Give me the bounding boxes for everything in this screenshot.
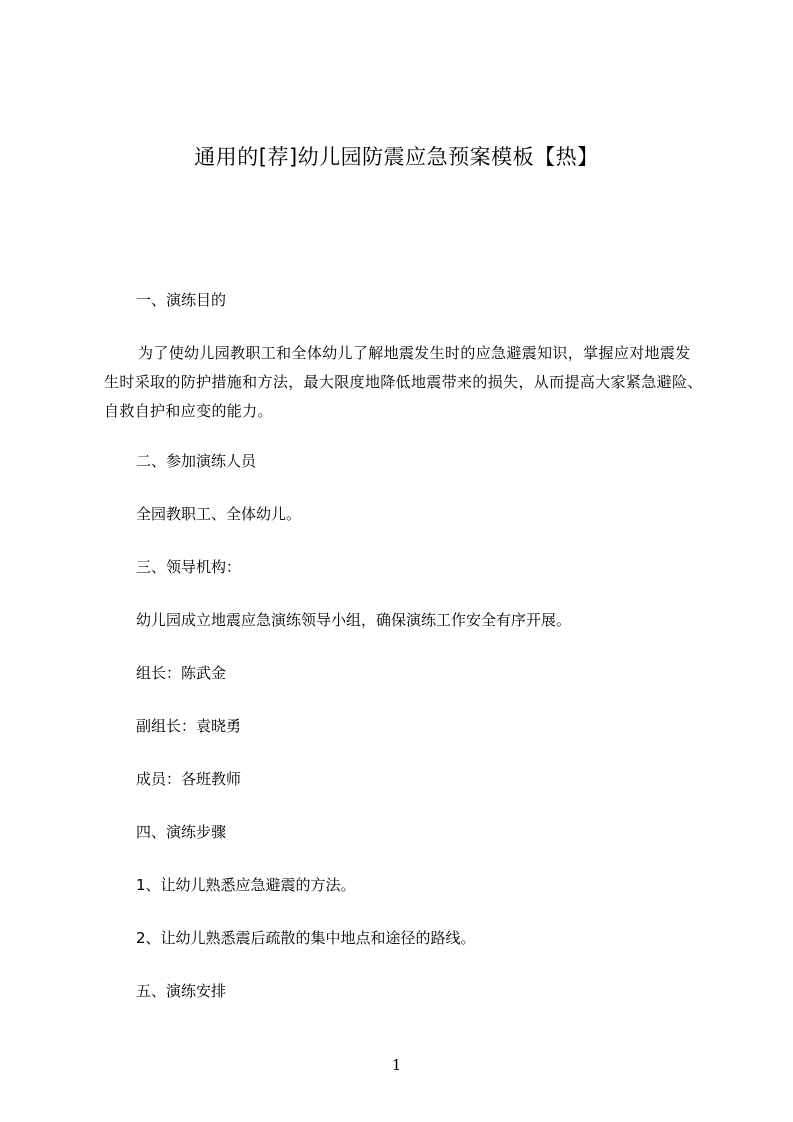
document-title: 通用的[荐]幼儿园防震应急预案模板【热】 bbox=[194, 145, 599, 169]
paragraph-participants: 全园教职工、全体幼儿。 bbox=[136, 505, 302, 523]
team-members: 成员：各班教师 bbox=[136, 770, 242, 788]
page-number: 1 bbox=[391, 1056, 402, 1074]
paragraph-purpose-text: 为了使幼儿园教职工和全体幼儿了解地震发生时的应急避震知识，掌握应对地震发生时采取的防护措施和方法，最大限度地降低地震带来的损失，从而提高大家紧急避险、自救自护和应变的能力。 bbox=[104, 344, 703, 420]
step-item-1: 1、让幼儿熟悉应急避震的方法。 bbox=[136, 876, 356, 894]
section-heading-leadership: 三、领导机构： bbox=[136, 558, 242, 576]
team-leader: 组长：陈武金 bbox=[136, 664, 227, 682]
team-deputy-leader: 副组长：袁晓勇 bbox=[136, 717, 242, 735]
step-item-2: 2、让幼儿熟悉震后疏散的集中地点和途径的路线。 bbox=[136, 929, 476, 947]
paragraph-purpose bbox=[104, 339, 704, 426]
section-heading-participants: 二、参加演练人员 bbox=[136, 452, 257, 470]
section-heading-purpose: 一、演练目的 bbox=[136, 291, 227, 309]
section-heading-steps: 四、演练步骤 bbox=[136, 823, 227, 841]
paragraph-leadership: 幼儿园成立地震应急演练领导小组，确保演练工作安全有序开展。 bbox=[136, 611, 572, 629]
section-heading-arrangement: 五、演练安排 bbox=[136, 982, 227, 1000]
